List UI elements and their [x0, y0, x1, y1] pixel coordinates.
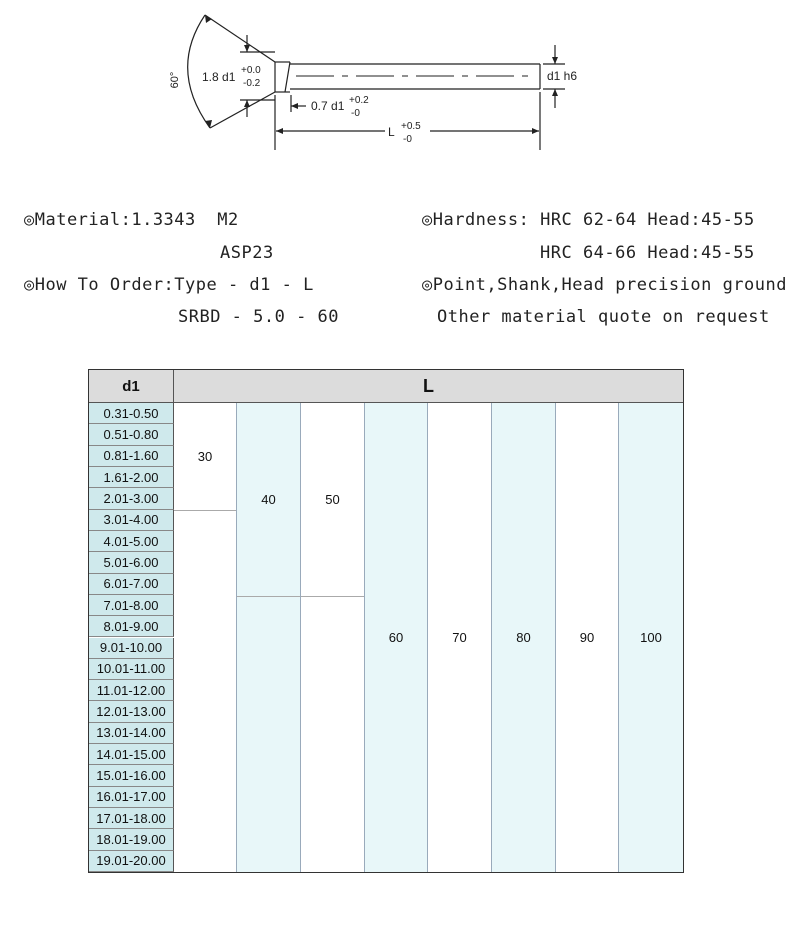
- col-90: [556, 403, 619, 872]
- ground-note: ◎Point,Shank,Head precision ground: [422, 275, 787, 295]
- head-tol-upper: +0.0: [241, 65, 261, 76]
- d1-range-row: 18.01-19.00: [89, 829, 174, 850]
- d1-range-row: 17.01-18.00: [89, 808, 174, 829]
- head-tol-lower: -0.2: [243, 78, 261, 89]
- material-line: ◎Material:1.3343 M2: [24, 210, 239, 230]
- d1-range-row: 9.01-10.00: [89, 638, 174, 659]
- d1-range-row: 2.01-3.00: [89, 488, 174, 509]
- shank-dim-label: d1 h6: [547, 69, 578, 83]
- length-label: L: [388, 125, 395, 139]
- hardness-line: ◎Hardness: HRC 62-64 Head:45-55: [422, 210, 755, 230]
- length-tol-lower: -0: [403, 134, 412, 145]
- d1-range-row: 5.01-6.00: [89, 552, 174, 573]
- col-100: [619, 403, 683, 872]
- d1-range-row: 7.01-8.00: [89, 595, 174, 616]
- angle-label: 60°: [169, 71, 181, 89]
- length-70: 70: [452, 630, 467, 645]
- material-line-2: ASP23: [220, 243, 274, 263]
- col-40: [237, 403, 301, 872]
- d1-range-row: 12.01-13.00: [89, 701, 174, 722]
- order-line: ◎How To Order:Type - d1 - L: [24, 275, 314, 295]
- d1-range-row: 16.01-17.00: [89, 787, 174, 808]
- d1-range-row: 13.01-14.00: [89, 723, 174, 744]
- d1-range-row: 4.01-5.00: [89, 531, 174, 552]
- d1-range-row: 8.01-9.00: [89, 616, 174, 637]
- d1-range-row: 14.01-15.00: [89, 744, 174, 765]
- length-100: 100: [640, 630, 662, 645]
- head-len-label: 0.7 d1: [311, 99, 345, 113]
- ejector-pin-drawing: [0, 0, 800, 170]
- length-40: 40: [237, 403, 300, 596]
- head-taper-top: [205, 15, 275, 62]
- d1-range-row: 0.31-0.50: [89, 403, 174, 424]
- head-len-tol-lower: -0: [351, 108, 360, 119]
- head-taper-bottom: [210, 92, 275, 128]
- d1-range-row: 19.01-20.00: [89, 851, 174, 872]
- d1-range-row: 0.51-0.80: [89, 424, 174, 445]
- length-80: 80: [516, 630, 531, 645]
- col-70: [428, 403, 492, 872]
- hardness-line-2: HRC 64-66 Head:45-55: [540, 243, 755, 263]
- length-tol-upper: +0.5: [401, 121, 421, 132]
- length-50: 50: [301, 403, 364, 596]
- header-L: L: [174, 370, 683, 403]
- length-30: 30: [174, 403, 236, 510]
- d1-range-row: 1.61-2.00: [89, 467, 174, 488]
- header-d1: d1: [89, 370, 174, 403]
- col-50: [301, 403, 365, 872]
- col-60: [365, 403, 428, 872]
- head-dim-label: 1.8 d1: [202, 70, 236, 84]
- length-90: 90: [579, 630, 595, 645]
- order-example: SRBD - 5.0 - 60: [178, 307, 340, 327]
- d1-range-row: 11.01-12.00: [89, 680, 174, 701]
- size-table: [88, 369, 684, 873]
- length-60: 60: [388, 630, 404, 645]
- d1-range-row: 0.81-1.60: [89, 446, 174, 467]
- d1-range-row: 3.01-4.00: [89, 510, 174, 531]
- d1-range-row: 10.01-11.00: [89, 659, 174, 680]
- d1-range-row: 15.01-16.00: [89, 765, 174, 786]
- col-30: [174, 403, 237, 872]
- quote-note: Other material quote on request: [437, 307, 770, 327]
- d1-range-row: 6.01-7.00: [89, 574, 174, 595]
- col-80: [492, 403, 556, 872]
- head-len-tol-upper: +0.2: [349, 95, 369, 106]
